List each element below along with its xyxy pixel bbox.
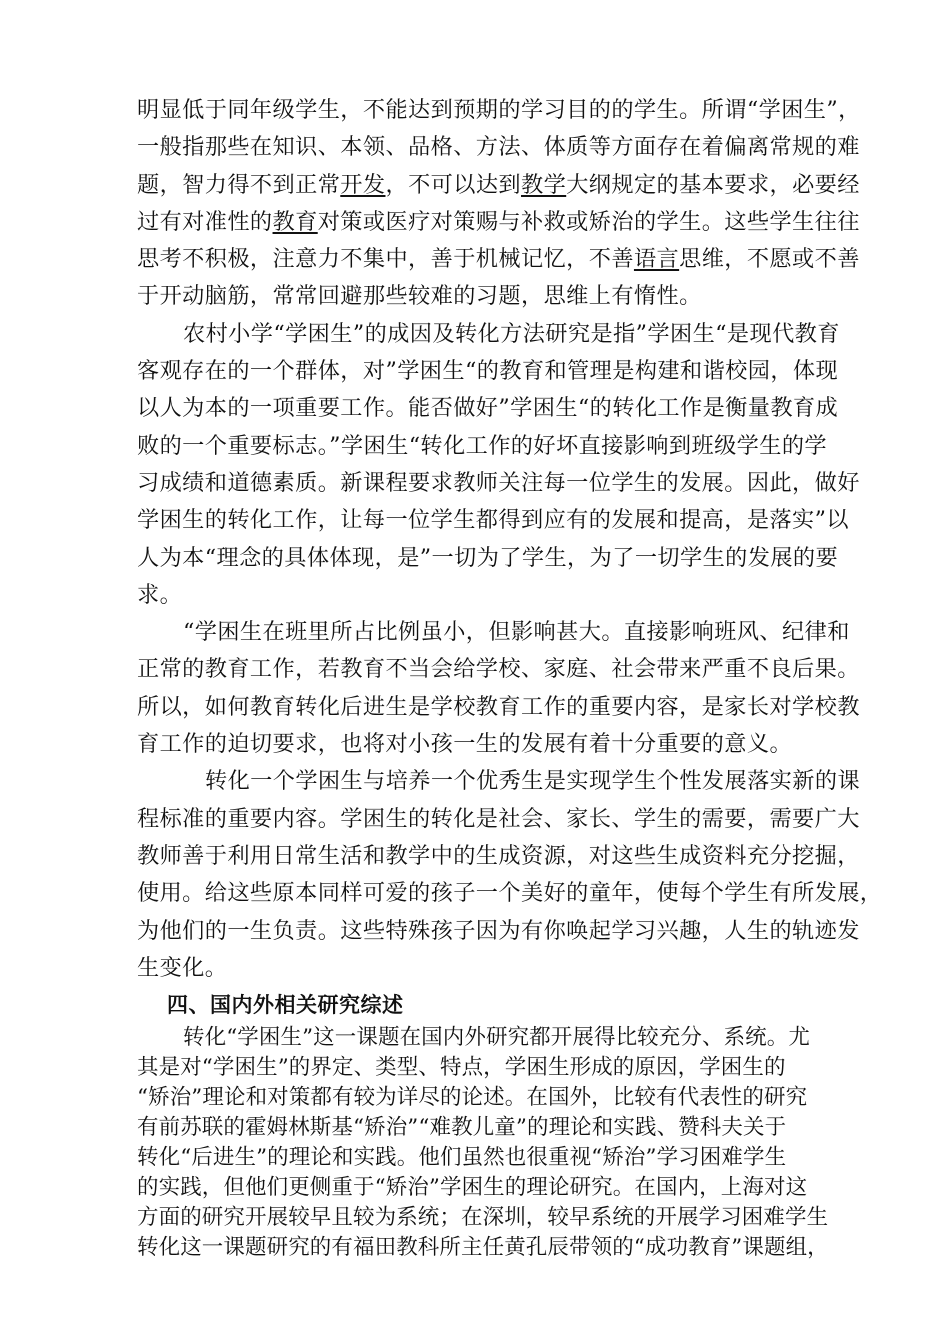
text-line: 过有对准性的教育对策或医疗对策赐与补救或矫治的学生。这些学生往往 [137,208,860,235]
link-yuyan[interactable]: 语言 [633,246,680,273]
text-line: 方面的研究开展较早且较为系统；在深圳，较早系统的开展学习困难学生 [137,1205,829,1231]
text-line: 程标准的重要内容。学困生的转化是社会、家长、学生的需要，需要广大 [137,805,860,832]
text-line: 其是对“学困生”的界定、类型、特点，学困生形成的原因，学困生的 [137,1055,786,1081]
text-line: 使用。给这些原本同样可爱的孩子一个美好的童年，使每个学生有所发展， [137,880,883,907]
paragraph-2 [137,316,889,614]
text-line: 育工作的迫切要求，也将对小孩一生的发展有着十分重要的意义。 [137,731,793,758]
text-line: 一般指那些在知识、本领、品格、方法、体质等方面存在着偏离常规的难 [137,134,860,161]
text-line: “矫治”理论和对策都有较为详尽的论述。在国外，比较有代表性的研究 [137,1085,808,1111]
review-paragraph [137,1023,889,1263]
text-line: 明显低于同年级学生，不能达到预期的学习目的的学生。所谓“学困生”， [137,97,861,123]
text-line: 的实践，但他们更侧重于“矫治”学困生的理论研究。在国内，上海对这 [137,1175,808,1201]
text-line: 求。 [137,581,183,608]
text-line: 思考不积极，注意力不集中，善于机械记忆，不善语言思维，不愿或不善 [137,246,860,273]
text-line: 转化“学困生”这一课题在国内外研究都开展得比较充分、系统。尤 [183,1025,810,1051]
paragraph-1 [137,92,889,316]
text-line: 生变化。 [137,954,228,981]
text-line: 客观存在的一个群体，对”学困生“的教育和管理是构建和谐校园，体现 [137,358,839,385]
text-line: 习成绩和道德素质。新课程要求教师关注每一位学生的发展。因此，做好 [137,469,860,496]
text-line: 学困生的转化工作，让每一位学生都得到应有的发展和提高，是落实”以 [137,507,849,534]
text-line: 所以，如何教育转化后进生是学校教育工作的重要内容，是家长对学校教 [137,693,860,720]
paragraph-4 [137,763,889,987]
link-jiaoxue[interactable]: 教学 [521,171,567,198]
text-line: 有前苏联的霍姆林斯基“矫治”“难教儿童”的理论和实践、赞科夫关于 [137,1115,787,1141]
text-line: 人为本“理念的具体体现，是”一切为了学生，为了一切学生的发展的要 [137,544,839,571]
text-line: 转化这一课题研究的有福田教科所主任黄孔辰带领的“成功教育”课题组， [137,1235,829,1261]
link-kaifa[interactable]: 开发 [340,171,386,198]
text-line: 以人为本的一项重要工作。能否做好”学困生“的转化工作是衡量教育成 [137,395,839,422]
text-line: 教师善于利用日常生活和教学中的生成资源，对这些生成资料充分挖掘， [137,842,860,869]
text-line: “学困生在班里所占比例虽小，但影响甚大。直接影响班风、纪律和 [183,619,850,646]
text-line: 败的一个重要标志。”学困生“转化工作的好坏直接影响到班级学生的学 [137,432,828,459]
text-line: 题，智力得不到正常开发，不可以达到教学大纲规定的基本要求，必要经 [137,171,860,198]
section-heading: 四、国内外相关研究综述 [167,993,404,1018]
text-line: 为他们的一生负责。这些特殊孩子因为有你唤起学习兴趣，人生的轨迹发 [137,917,860,944]
text-line: 转化一个学困生与培养一个优秀生是实现学生个性发展落实新的课 [205,768,861,795]
text-line: 于开动脑筋，常常回避那些较难的习题，思维上有惰性。 [137,283,702,310]
text-line: 正常的教育工作，若教育不当会给学校、家庭、社会带来严重不良后果。 [137,656,860,683]
link-jiaoyu[interactable]: 教育 [272,208,318,235]
text-line: 农村小学“学困生”的成因及转化方法研究是指”学困生“是现代教育 [183,320,840,347]
paragraph-3 [137,614,889,763]
text-line: 转化“后进生”的理论和实践。他们虽然也很重视“矫治”学习困难学生 [137,1145,787,1171]
document-page [137,92,889,1263]
